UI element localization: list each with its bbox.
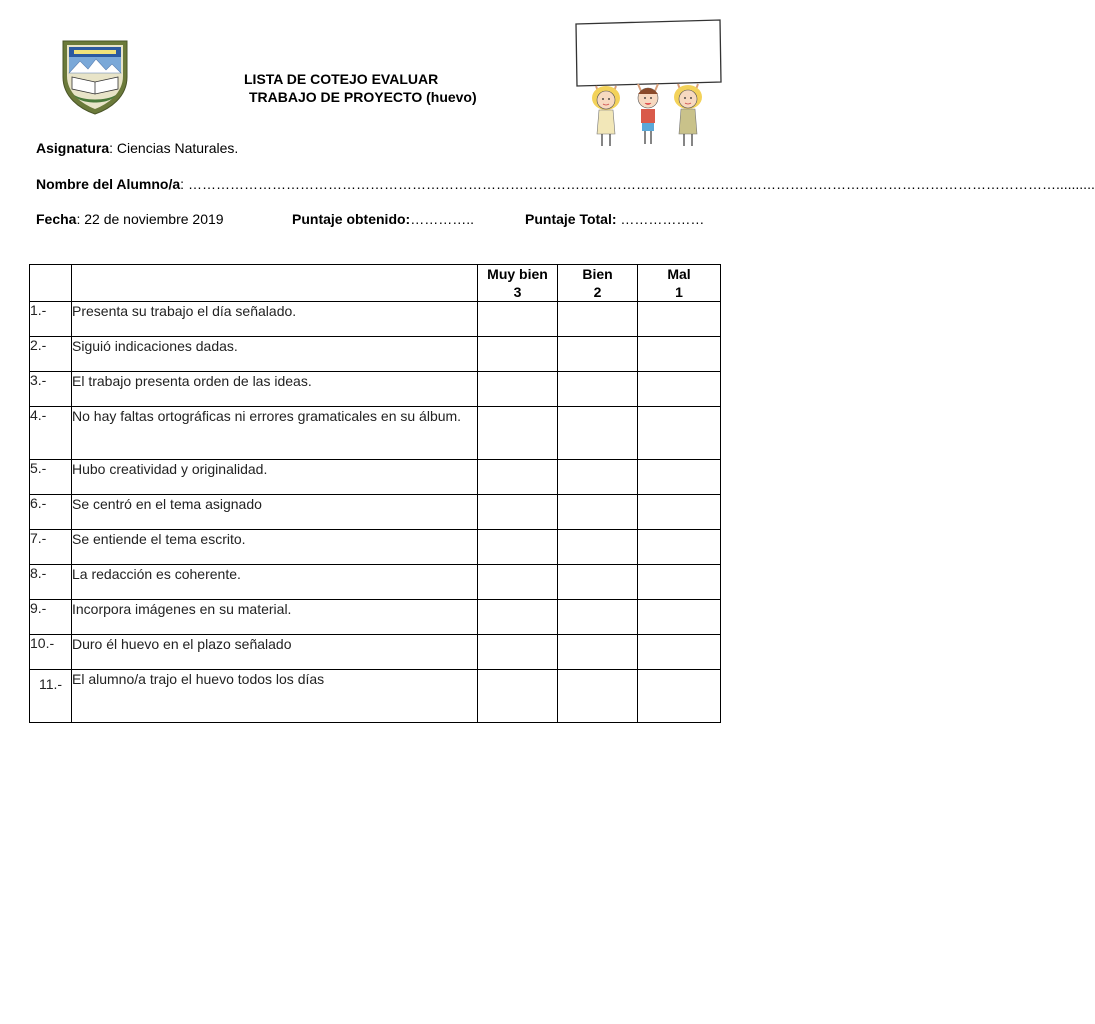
row-criterion: Se centró en el tema asignado: [72, 495, 478, 530]
score-cell-bien[interactable]: [558, 460, 638, 495]
score-cell-muy-bien[interactable]: [478, 495, 558, 530]
asignatura-field: [36, 140, 238, 156]
header-mal-label: Mal: [667, 266, 691, 282]
score-cell-mal[interactable]: [638, 600, 721, 635]
puntaje-obtenido-value: …………..: [410, 211, 474, 227]
score-cell-muy-bien[interactable]: [478, 302, 558, 337]
row-number: 10.-: [30, 635, 72, 670]
score-cell-bien[interactable]: [558, 407, 638, 460]
table-header-row: [30, 265, 721, 302]
puntaje-obtenido-label: Puntaje obtenido:: [292, 211, 411, 227]
alumno-label: Nombre del Alumno/a: [36, 176, 181, 192]
school-crest-logo: [60, 37, 130, 115]
score-cell-muy-bien[interactable]: [478, 337, 558, 372]
score-cell-mal[interactable]: [638, 530, 721, 565]
row-number: 5.-: [30, 460, 72, 495]
table-row: [30, 565, 721, 600]
score-cell-muy-bien[interactable]: [478, 600, 558, 635]
table-row: [30, 337, 721, 372]
score-cell-mal[interactable]: [638, 337, 721, 372]
alumno-value: : ……………………………………………………………………………………………………………………………………………………………………..........: [180, 176, 1095, 192]
score-cell-mal[interactable]: [638, 635, 721, 670]
table-row: [30, 600, 721, 635]
header-bien-label: Bien: [582, 266, 613, 282]
title-line-1: LISTA DE COTEJO EVALUAR: [244, 71, 439, 87]
score-cell-bien[interactable]: [558, 670, 638, 723]
table-row: [30, 372, 721, 407]
score-cell-mal[interactable]: [638, 407, 721, 460]
puntaje-total-label: Puntaje Total:: [525, 211, 617, 227]
row-criterion: Siguió indicaciones dadas.: [72, 337, 478, 372]
header-mal: [638, 265, 721, 302]
asignatura-label: Asignatura: [36, 140, 110, 156]
score-cell-muy-bien[interactable]: [478, 565, 558, 600]
score-cell-mal[interactable]: [638, 495, 721, 530]
row-criterion: No hay faltas ortográficas ni errores gramaticales en su álbum.: [72, 407, 478, 460]
score-cell-muy-bien[interactable]: [478, 407, 558, 460]
score-cell-muy-bien[interactable]: [478, 372, 558, 407]
score-cell-mal[interactable]: [638, 565, 721, 600]
score-cell-mal[interactable]: [638, 460, 721, 495]
alumno-field: [36, 176, 1095, 192]
row-number: 2.-: [30, 337, 72, 372]
table-row: [30, 635, 721, 670]
score-cell-bien[interactable]: [558, 635, 638, 670]
row-number: 11.-: [30, 670, 72, 723]
table-row: [30, 302, 721, 337]
table-row: [30, 460, 721, 495]
header-criteria-cell: [72, 265, 478, 302]
checklist-table: [29, 264, 721, 723]
score-cell-bien[interactable]: [558, 372, 638, 407]
table-row: [30, 530, 721, 565]
fecha-label: Fecha: [36, 211, 77, 227]
score-cell-mal[interactable]: [638, 372, 721, 407]
header-bien-points: 2: [593, 284, 602, 300]
row-criterion: Presenta su trabajo el día señalado.: [72, 302, 478, 337]
header-mal-points: 1: [675, 284, 683, 300]
row-criterion: El trabajo presenta orden de las ideas.: [72, 372, 478, 407]
header-muy-bien-label: Muy bien: [487, 266, 548, 282]
score-cell-muy-bien[interactable]: [478, 530, 558, 565]
puntaje-obtenido-field: [292, 211, 474, 227]
row-number: 4.-: [30, 407, 72, 460]
table-row: [30, 407, 721, 460]
row-criterion: La redacción es coherente.: [72, 565, 478, 600]
row-number: 3.-: [30, 372, 72, 407]
header-bien: [558, 265, 638, 302]
row-number: 7.-: [30, 530, 72, 565]
header-num-cell: [30, 265, 72, 302]
score-cell-muy-bien[interactable]: [478, 460, 558, 495]
table-row: [30, 670, 721, 723]
header-muy-bien-points: 3: [513, 284, 522, 300]
row-criterion: Hubo creatividad y originalidad.: [72, 460, 478, 495]
score-cell-bien[interactable]: [558, 565, 638, 600]
score-cell-muy-bien[interactable]: [478, 670, 558, 723]
score-cell-bien[interactable]: [558, 337, 638, 372]
score-cell-mal[interactable]: [638, 670, 721, 723]
score-cell-muy-bien[interactable]: [478, 635, 558, 670]
row-number: 8.-: [30, 565, 72, 600]
fecha-field: [36, 211, 224, 227]
score-cell-bien[interactable]: [558, 495, 638, 530]
score-cell-bien[interactable]: [558, 600, 638, 635]
table-row: [30, 495, 721, 530]
row-criterion: Incorpora imágenes en su material.: [72, 600, 478, 635]
row-number: 6.-: [30, 495, 72, 530]
fecha-value: : 22 de noviembre 2019: [76, 211, 224, 227]
puntaje-total-value: ………………: [616, 211, 705, 227]
row-criterion: Duro él huevo en el plazo señalado: [72, 635, 478, 670]
title-line-2: TRABAJO DE PROYECTO (huevo): [249, 89, 477, 105]
row-criterion: Se entiende el tema escrito.: [72, 530, 478, 565]
asignatura-value: : Ciencias Naturales.: [109, 140, 239, 156]
row-number: 1.-: [30, 302, 72, 337]
puntaje-total-field: [525, 211, 704, 227]
row-criterion: El alumno/a trajo el huevo todos los días: [72, 670, 478, 723]
kids-holding-sign-illustration: [570, 18, 725, 156]
row-number: 9.-: [30, 600, 72, 635]
score-cell-mal[interactable]: [638, 302, 721, 337]
header-muy-bien: [478, 265, 558, 302]
document-title: [190, 70, 510, 106]
score-cell-bien[interactable]: [558, 302, 638, 337]
score-cell-bien[interactable]: [558, 530, 638, 565]
